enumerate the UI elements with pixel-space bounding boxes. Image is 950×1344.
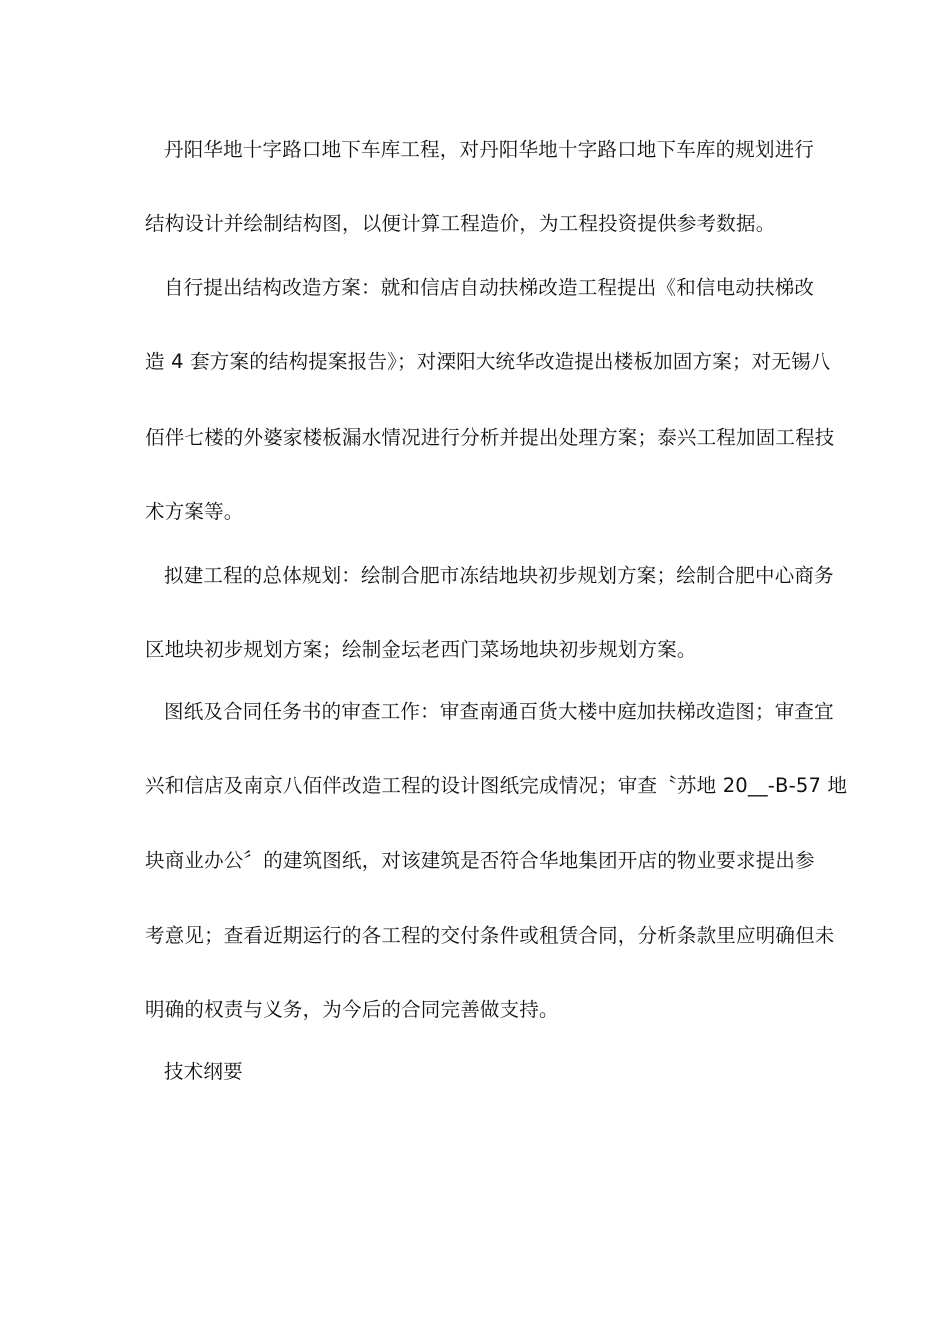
paragraph-line: 造 4 套方案的结构提案报告》；对溧阳大统华改造提出楼板加固方案；对无锡八 (145, 350, 831, 373)
paragraph-line: 术方案等。 (145, 500, 244, 523)
paragraph-line: 区地块初步规划方案；绘制金坛老西门菜场地块初步规划方案。 (145, 638, 697, 661)
paragraph-line: 结构设计并绘制结构图，以便计算工程造价，为工程投资提供参考数据。 (145, 212, 776, 235)
section-heading: 技术纲要 (164, 1060, 243, 1083)
paragraph-line: 自行提出结构改造方案：就和信店自动扶梯改造工程提出《和信电动扶梯改 (164, 276, 815, 299)
paragraph-line: 考意见；查看近期运行的各工程的交付条件或租赁合同，分析条款里应明确但未 (145, 924, 835, 947)
paragraph-line: 图纸及合同任务书的审查工作：审查南通百货大楼中庭加扶梯改造图；审查宜 (164, 700, 834, 723)
paragraph-line: 丹阳华地十字路口地下车库工程，对丹阳华地十字路口地下车库的规划进行 (164, 138, 815, 161)
paragraph-line: 块商业办公〞的建筑图纸，对该建筑是否符合华地集团开店的物业要求提出参 (145, 849, 815, 872)
paragraph-line: 拟建工程的总体规划：绘制合肥市冻结地块初步规划方案；绘制合肥中心商务 (164, 564, 834, 587)
paragraph-line: 兴和信店及南京八佰伴改造工程的设计图纸完成情况；审查〝苏地 20__-B-57 地 (145, 774, 848, 797)
paragraph-line: 佰伴七楼的外婆家楼板漏水情况进行分析并提出处理方案；泰兴工程加固工程技 (145, 426, 835, 449)
paragraph-line: 明确的权责与义务，为今后的合同完善做支持。 (145, 998, 559, 1021)
